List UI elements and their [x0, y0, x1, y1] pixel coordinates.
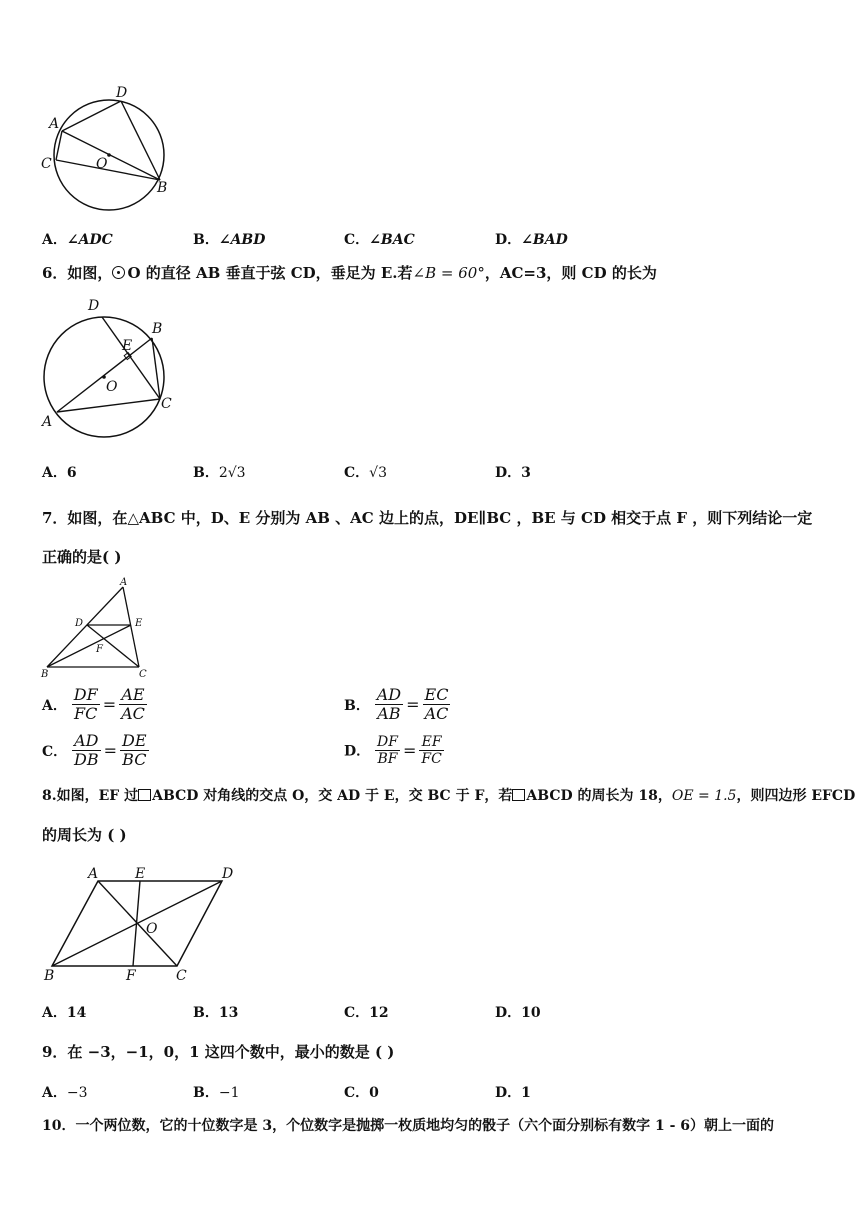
chord-ab — [62, 131, 160, 180]
label-b: B — [152, 321, 163, 337]
q8-stem-line1: 8.如图，EF 过 ABCD 对角线的交点 O，交 AD 于 E，交 BC 于 F，若 ABCD 的周长为 18，OE = 1.5，则四边形 EFCD — [42, 788, 856, 804]
q6-option-b[interactable]: B．2√3 — [193, 465, 246, 481]
label-f: F — [126, 968, 136, 984]
q10-stem: 10．一个两位数，它的十位数字是 3，个位数字是抛掷一枚质地均匀的骰子（六个面分别标有数字 1 - 6）朝上一面的 — [42, 1118, 775, 1134]
parallelogram-symbol-icon — [138, 789, 151, 801]
q8-option-c[interactable]: C．12 — [344, 1005, 389, 1021]
label-e: E — [135, 866, 146, 882]
label-f: F — [96, 644, 103, 655]
label-c: C — [41, 156, 52, 172]
figure-q7-triangle — [35, 575, 165, 680]
label-e: E — [135, 618, 143, 629]
q9-option-a[interactable]: A．−3 — [42, 1085, 88, 1101]
q9-stem: 9．在 −3，−1，0，1 这四个数中，最小的数是 ( ) — [42, 1043, 395, 1061]
q9-option-b[interactable]: B．−1 — [193, 1085, 240, 1101]
label-a: A — [49, 116, 60, 132]
label-o: O — [146, 921, 158, 937]
q8-option-b[interactable]: B．13 — [193, 1005, 239, 1021]
label-a: A — [42, 414, 53, 430]
label-d: D — [222, 866, 234, 882]
q5-option-b[interactable]: B．∠ABD — [193, 232, 266, 248]
label-o: O — [96, 156, 108, 172]
figure-q8-parallelogram — [40, 860, 240, 985]
figure-q5-circle — [30, 80, 180, 215]
q7-option-a[interactable]: A． $\frac{DF}{FC}$ = $\frac{AE}{AC}$ — [42, 685, 145, 724]
chord-db — [121, 101, 160, 180]
side-ab — [47, 587, 123, 667]
q7-option-d[interactable]: D． $\frac{DF}{BF}$ = $\frac{EF}{FC}$ — [344, 734, 442, 768]
circle-dot-symbol-icon — [112, 266, 125, 279]
q5-option-c[interactable]: C．∠BAC — [344, 232, 415, 248]
q7-option-b[interactable]: B． $\frac{AD}{AB}$ = $\frac{EC}{AC}$ — [344, 685, 449, 724]
q6-option-c[interactable]: C．√3 — [344, 465, 387, 481]
chord-ac — [57, 399, 160, 412]
q9-option-d[interactable]: D．1 — [495, 1085, 531, 1101]
label-d: D — [75, 618, 84, 629]
label-c: C — [176, 968, 187, 984]
figure-q6-circle — [30, 290, 190, 440]
q8-option-d[interactable]: D．10 — [495, 1005, 541, 1021]
label-o: O — [106, 379, 118, 395]
q6-option-d[interactable]: D．3 — [495, 465, 531, 481]
q8-option-a[interactable]: A．14 — [42, 1005, 87, 1021]
label-d: D — [116, 85, 128, 101]
label-b: B — [41, 669, 49, 680]
label-c: C — [139, 669, 147, 680]
q5-option-d[interactable]: D．∠BAD — [495, 232, 568, 248]
q8-stem-line2: 的周长为 ( ) — [42, 826, 127, 844]
q7-stem-line1: 7．如图，在△ABC 中，D、E 分别为 AB 、AC 边上的点，DE∥BC ，BE 与 CD 相交于点 F ，则下列结论一定 — [42, 509, 813, 527]
segment-ef — [133, 881, 140, 966]
label-e: E — [122, 338, 133, 354]
q6-option-a[interactable]: A．6 — [42, 465, 77, 481]
q7-stem-line2: 正确的是( ) — [42, 548, 122, 566]
q6-stem: 6．如图， O 的直径 AB 垂直于弦 CD，垂足为 E.若∠B = 60°，AC=3，则 CD 的长为 — [42, 264, 657, 282]
center-dot — [107, 153, 111, 157]
label-d: D — [88, 298, 100, 314]
diameter-cb — [56, 160, 160, 180]
segment-be — [47, 625, 131, 667]
label-c: C — [161, 396, 172, 412]
label-b: B — [44, 968, 55, 984]
q7-option-c[interactable]: C． $\frac{AD}{DB}$ = $\frac{DE}{BC}$ — [42, 731, 147, 770]
diameter-ab — [57, 338, 152, 412]
parallelogram-symbol-icon — [512, 789, 525, 801]
q9-option-c[interactable]: C．0 — [344, 1085, 379, 1101]
label-b: B — [157, 180, 168, 196]
q5-option-a[interactable]: A．∠ADC — [42, 232, 113, 248]
label-a: A — [120, 577, 128, 588]
label-a: A — [88, 866, 99, 882]
